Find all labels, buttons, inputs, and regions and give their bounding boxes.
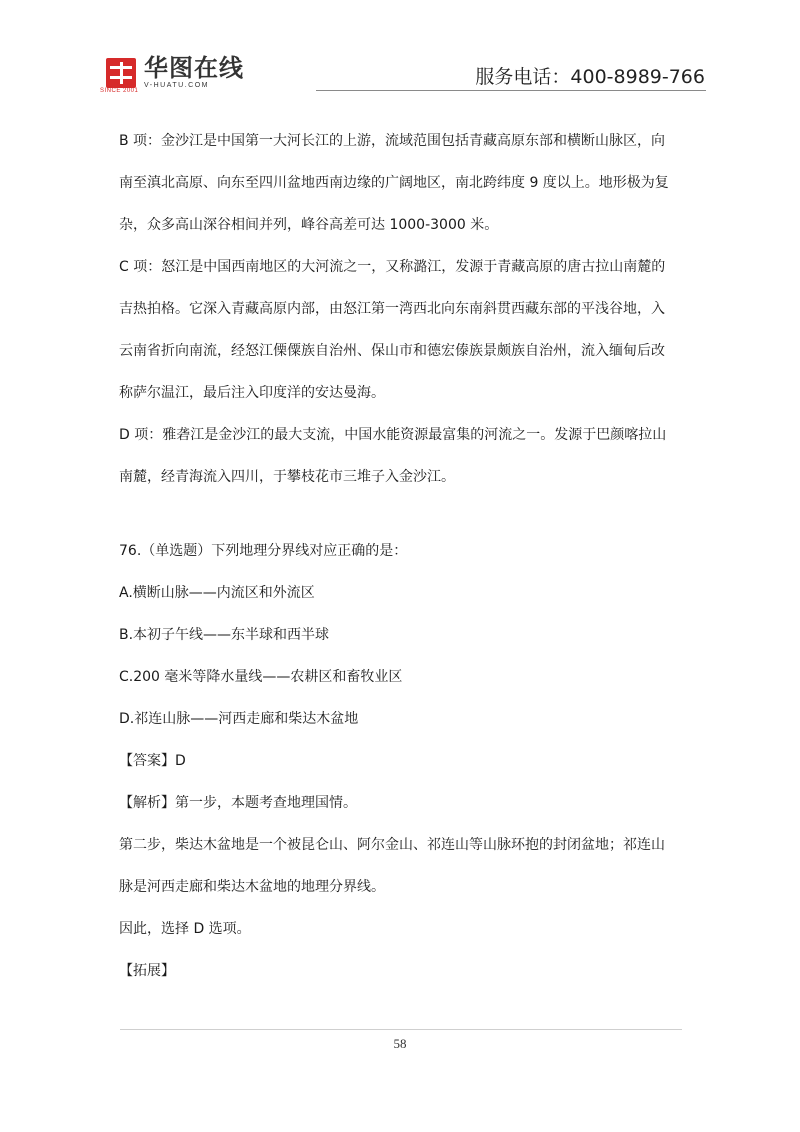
- option-c: C.200 毫米等降水量线——农耕区和畜牧业区: [119, 669, 403, 685]
- option-a: A.横断山脉——内流区和外流区: [119, 585, 315, 601]
- option-b: B.本初子午线——东半球和西半球: [119, 627, 330, 643]
- analysis-line: 【解析】第一步，本题考查地理国情。: [119, 795, 357, 811]
- footer-divider: [120, 1029, 682, 1030]
- body-line: 南至滇北高原、向东至四川盆地西南边缘的广阔地区，南北跨纬度 9 度以上。地形极为复: [119, 175, 669, 191]
- header-divider: [316, 90, 706, 91]
- extension-heading: 【拓展】: [119, 963, 175, 979]
- body-line: C 项：怒江是中国西南地区的大河流之一，又称潞江，发源于青藏高原的唐古拉山南麓的: [119, 259, 666, 275]
- document-body: [119, 120, 684, 992]
- logo-url: V-HUATU.COM: [144, 82, 209, 89]
- answer: 【答案】D: [119, 753, 186, 769]
- page-number: 58: [393, 1036, 407, 1051]
- service-hotline: 服务电话：400-8989-766: [475, 66, 705, 88]
- body-line: D 项：雅砻江是金沙江的最大支流，中国水能资源最富集的河流之一。发源于巴颜喀拉山: [119, 427, 667, 443]
- analysis-line: 脉是河西走廊和柴达木盆地的地理分界线。: [119, 879, 385, 895]
- body-line: B 项：金沙江是中国第一大河长江的上游，流域范围包括青藏高原东部和横断山脉区，向: [119, 133, 666, 149]
- analysis-line: 因此，选择 D 选项。: [119, 921, 251, 937]
- page-header: [0, 0, 800, 100]
- body-line: 云南省折向南流，经怒江傈僳族自治州、保山市和德宏傣族景颇族自治州，流入缅甸后改: [119, 343, 665, 359]
- body-line: 吉热拍格。它深入青藏高原内部，由怒江第一湾西北向东南斜贯西藏东部的平浅谷地，入: [119, 301, 665, 317]
- question-stem: 76.（单选题）下列地理分界线对应正确的是：: [119, 543, 408, 559]
- body-line: 称萨尔温江，最后注入印度洋的安达曼海。: [119, 385, 385, 401]
- body-line: 南麓，经青海流入四川，于攀枝花市三堆子入金沙江。: [119, 469, 455, 485]
- logo-since: SINCE 2001: [100, 88, 139, 94]
- option-d: D.祁连山脉——河西走廊和柴达木盆地: [119, 711, 359, 727]
- huatu-logo: [106, 56, 244, 89]
- logo-text: 华图在线: [144, 54, 244, 82]
- analysis-line: 第二步，柴达木盆地是一个被昆仑山、阿尔金山、祁连山等山脉环抱的封闭盆地；祁连山: [119, 837, 665, 853]
- logo-mark-icon: [106, 58, 136, 88]
- body-line: 杂，众多高山深谷相间并列，峰谷高差可达 1000-3000 米。: [119, 217, 499, 233]
